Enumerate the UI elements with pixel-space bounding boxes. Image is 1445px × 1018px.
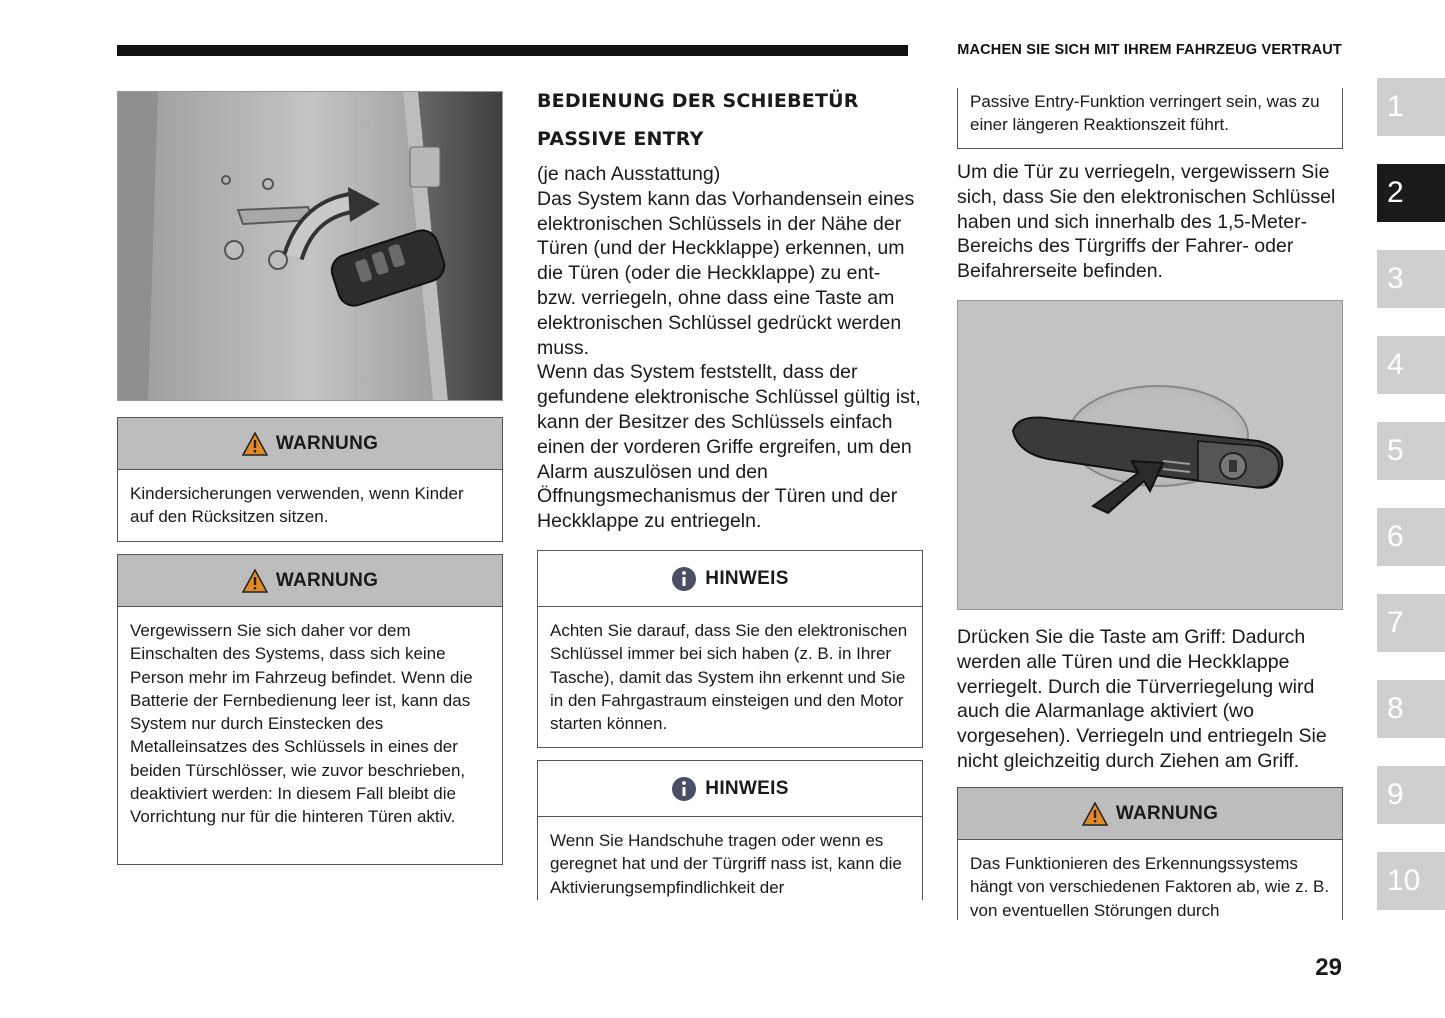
note-header xyxy=(538,551,922,607)
warning-header xyxy=(118,418,502,470)
note-box-gloves xyxy=(537,760,923,900)
warning-title: WARNUNG xyxy=(275,569,379,591)
chapter-tab-1[interactable]: 1 xyxy=(1377,78,1445,136)
page-number: 29 xyxy=(1315,954,1342,981)
warning-text: Vergewissern Sie sich daher vor dem Einschalten des Systems, dass sich keine Person mehr im Fahrzeug befindet. Wenn die Batterie der Fernbedienung leer ist, kann das System nur durch Einstecken des Metalleinsatzes des Schlüssels in eines der beiden Türschlösser, wie zuvor beschrieben, deaktiviert werden: In diesem Fall bleibt die Vorrichtung nur für die hinteren Türen aktiv. xyxy=(130,621,473,827)
chapter-tab-5[interactable]: 5 xyxy=(1377,422,1445,480)
warning-box-deactivation xyxy=(117,554,503,865)
note-text: Wenn Sie Handschuhe tragen oder wenn es geregnet hat und der Türgriff nass ist, kann die Aktivierungsempfindlichkeit der xyxy=(550,831,902,897)
warning-triangle-icon xyxy=(1082,802,1108,826)
warning-header xyxy=(958,788,1342,840)
note-title: HINWEIS xyxy=(705,567,789,589)
chapter-tab-8[interactable]: 8 xyxy=(1377,680,1445,738)
warning-text: Kindersicherungen verwenden, wenn Kinder auf den Rücksitzen sitzen. xyxy=(130,484,464,527)
chapter-tab-2[interactable]: 2 xyxy=(1377,164,1445,222)
warning-title: WARNUNG xyxy=(1115,802,1219,824)
chapter-tab-7[interactable]: 7 xyxy=(1377,594,1445,652)
section-header-title: MACHEN SIE SICH MIT IHREM FAHRZEUG VERTRAUT xyxy=(957,42,1342,58)
warning-triangle-icon xyxy=(242,569,268,593)
lock-button-paragraph: Drücken Sie die Taste am Griff: Dadurch werden alle Türen und die Heckklappe verriegelt. Durch die Türverriegelung wird auch die Alarmanlage aktiviert (wo vorgesehen). Verriegeln und entriegeln Sie nicht gleichzeitig durch Ziehen am Griff. xyxy=(957,626,1327,772)
note-text: Achten Sie darauf, dass Sie den elektronischen Schlüssel immer bei sich haben (z. B. in Ihrer Tasche), damit das System ihn erkennt und Sie in den Fahrgastraum einsteigen und den Motor starten können. xyxy=(550,621,908,734)
door-lock-key-illustration xyxy=(117,91,503,401)
note-header xyxy=(538,761,922,817)
passive-entry-paragraph: (je nach Ausstattung) Das System kann das Vorhandensein eines elektronischen Schlüssels in der Nähe der Türen (und der Heckklappe) erkennen, um die Türen (oder die Heckklappe) zu ent- bzw. verriegeln, ohne dass eine Taste am elektronischen Schlüssel gedrückt werden muss. Wenn das System feststellt, dass der gefundene elektronische Schlüssel gültig ist, kann der Besitzer des Schlüssels einfach einen der vorderen Griffe ergreifen, um den Alarm auszulösen und den Öffnungsmechanismus der Türen und der Heckklappe zu entriegeln. xyxy=(537,163,921,533)
info-icon xyxy=(671,776,697,802)
warning-box-detection xyxy=(957,787,1343,920)
chapter-tab-4[interactable]: 4 xyxy=(1377,336,1445,394)
chapter-tab-9[interactable]: 9 xyxy=(1377,766,1445,824)
chapter-tab-6[interactable]: 6 xyxy=(1377,508,1445,566)
note-title: HINWEIS xyxy=(705,777,789,799)
chapter-tab-3[interactable]: 3 xyxy=(1377,250,1445,308)
continued-warning-text: Passive Entry-Funktion verringert sein, was zu einer längeren Reaktionszeit führt. xyxy=(970,92,1320,135)
continued-warning-box xyxy=(957,88,1343,149)
warning-header xyxy=(118,555,502,607)
chapter-tab-10[interactable]: 10 xyxy=(1377,852,1445,910)
warning-title: WARNUNG xyxy=(275,432,379,454)
note-box-key-presence xyxy=(537,550,923,748)
warning-triangle-icon xyxy=(242,432,268,456)
section-heading: BEDIENUNG DER SCHIEBETÜR xyxy=(537,90,859,112)
door-handle-illustration xyxy=(957,300,1343,610)
subsection-heading: PASSIVE ENTRY xyxy=(537,128,704,150)
header-rule xyxy=(117,45,908,56)
warning-box-child-lock xyxy=(117,417,503,542)
lock-instructions-paragraph: Um die Tür zu verriegeln, vergewissern Sie sich, dass Sie den elektronischen Schlüssel haben und sich innerhalb des 1,5-Meter-Bereichs des Türgriffs der Fahrer- oder Beifahrerseite befinden. xyxy=(957,161,1336,283)
info-icon xyxy=(671,566,697,592)
column-main-text xyxy=(537,90,923,534)
warning-text: Das Funktionieren des Erkennungssystems hängt von verschiedenen Faktoren ab, wie z. B. von eventuellen Störungen durch xyxy=(970,854,1330,920)
